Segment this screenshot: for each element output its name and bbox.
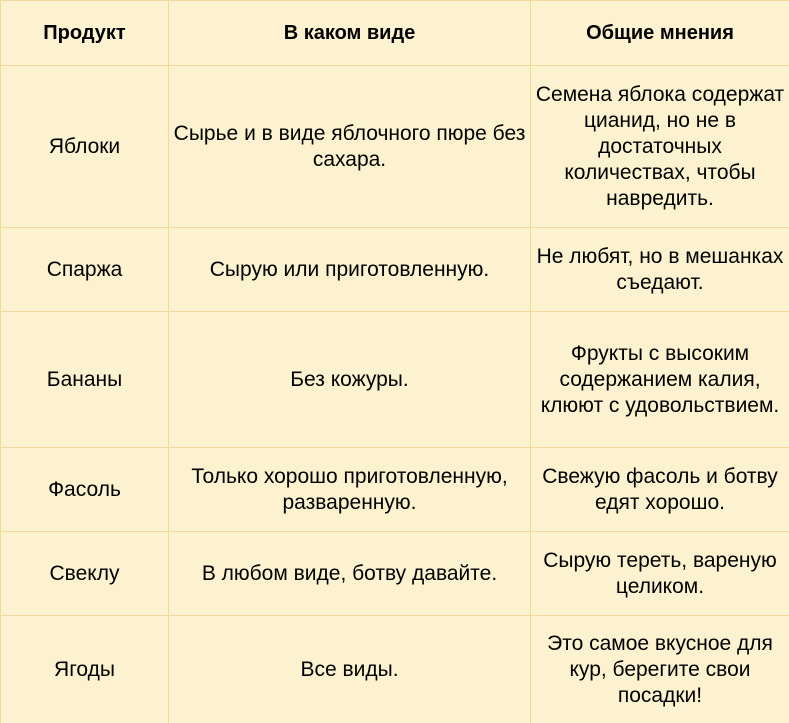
- cell-product: Бананы: [1, 312, 169, 448]
- table-header-row: [1, 1, 789, 66]
- cell-form: В любом виде, ботву давайте.: [169, 532, 531, 616]
- table-row: [1, 66, 789, 228]
- cell-opinion: Фрукты с высоким содержанием калия, клюют с удовольствием.: [531, 312, 789, 448]
- cell-product: Фасоль: [1, 448, 169, 532]
- cell-opinion: Это самое вкусное для кур, берегите свои посадки!: [531, 616, 789, 723]
- cell-product: Яблоки: [1, 66, 169, 228]
- cell-opinion: Семена яблока содержат цианид, но не в достаточных количествах, чтобы навредить.: [531, 66, 789, 228]
- table-row: [1, 616, 789, 723]
- cell-form: Сырье и в виде яблочного пюре без сахара.: [169, 66, 531, 228]
- cell-product: Спаржа: [1, 228, 169, 312]
- header-opinions: Общие мнения: [531, 1, 789, 66]
- header-product: Продукт: [1, 1, 169, 66]
- table-row: [1, 532, 789, 616]
- cell-product: Свеклу: [1, 532, 169, 616]
- cell-opinion: Свежую фасоль и ботву едят хорошо.: [531, 448, 789, 532]
- cell-form: Все виды.: [169, 616, 531, 723]
- table-row: [1, 448, 789, 532]
- cell-product: Ягоды: [1, 616, 169, 723]
- cell-form: Сырую или приготовленную.: [169, 228, 531, 312]
- cell-form: Без кожуры.: [169, 312, 531, 448]
- cell-opinion: Сырую тереть, вареную целиком.: [531, 532, 789, 616]
- table-row: [1, 312, 789, 448]
- cell-opinion: Не любят, но в мешанках съедают.: [531, 228, 789, 312]
- header-form: В каком виде: [169, 1, 531, 66]
- table-row: [1, 228, 789, 312]
- cell-form: Только хорошо приготовленную, разваренную.: [169, 448, 531, 532]
